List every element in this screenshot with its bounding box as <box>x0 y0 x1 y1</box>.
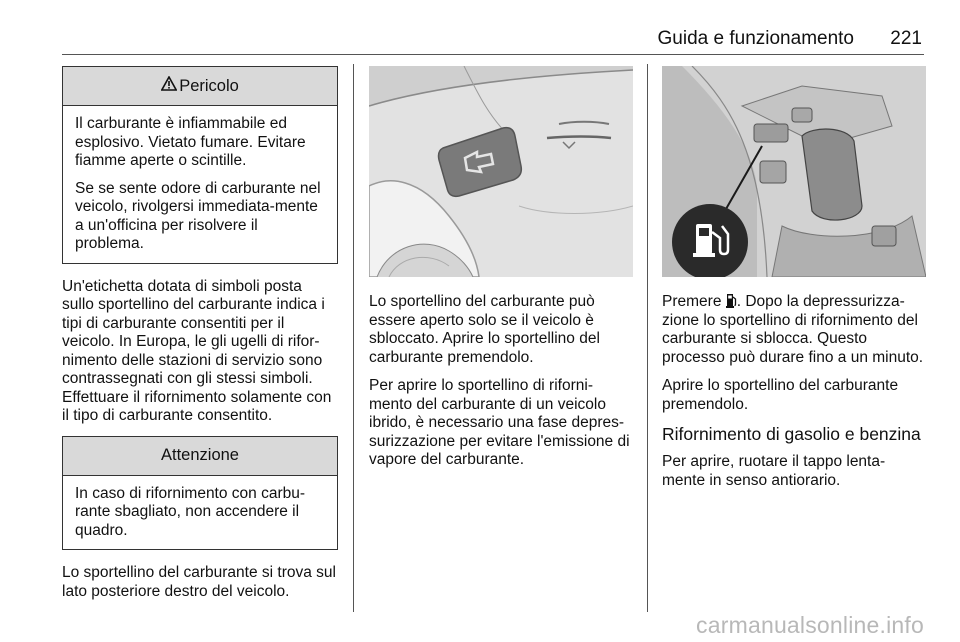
fuel-pump-icon <box>726 293 737 308</box>
body-paragraph: Un'etichetta dotata di simboli posta sullo sportellino del carburante indica i tipi di carburante consentiti per il veicolo. In Europa, le gli ugelli di rifor-nimento delle stazioni di servizio sono contrassegnati con gli stessi simboli. Effettuare il rifornimento solamente con il tipo di carburante consentito. <box>62 277 332 424</box>
caution-paragraph: In caso di rifornimento con carbu-rante sbagliato, non accendere il quadro. <box>75 484 306 539</box>
center-console-fuel-button-illustration <box>662 66 926 277</box>
section-title: Guida e funzionamento <box>657 28 854 49</box>
caution-box <box>62 436 338 551</box>
danger-paragraph: Il carburante è infiammabile ed esplosivo. Vietato fumare. Evitare fiamme aperte o scintille. <box>75 115 306 169</box>
para-text: Premere <box>662 293 726 310</box>
danger-box-title: Pericolo <box>179 76 239 95</box>
body-paragraph: Lo sportellino del carburante può essere aperto solo se il veicolo è sbloccato. Aprire lo sportellino del carburante premendolo. <box>369 293 600 366</box>
column-divider <box>353 64 354 612</box>
danger-box <box>62 66 338 264</box>
watermark: carmanualsonline.info <box>696 612 924 638</box>
warning-triangle-icon <box>161 76 177 96</box>
subheading: Rifornimento di gasolio e benzina <box>662 424 921 444</box>
body-paragraph: Per aprire, ruotare il tappo lenta-mente in senso antiorario. <box>662 453 886 489</box>
page-number: 221 <box>890 28 922 49</box>
column-3 <box>662 66 926 500</box>
page-header <box>62 24 924 55</box>
column-1 <box>62 66 338 611</box>
body-paragraph: Lo sportellino del carburante si trova sul lato posteriore destro del veicolo. <box>62 564 336 600</box>
body-paragraph: Per aprire lo sportellino di riforni-mento del carburante di un veicolo ibrido, è necessario una fase depres-surizzazione per evitare l'emissione di vapore del carburante. <box>369 377 630 468</box>
column-divider <box>647 64 648 612</box>
danger-paragraph: Se se sente odore di carburante nel veicolo, rivolgersi immediata-mente a un'officina per risolvere il problema. <box>75 179 321 252</box>
caution-box-title: Attenzione <box>161 446 239 464</box>
fuel-door-illustration <box>369 66 633 277</box>
para-text: . Dopo la depressurizza-zione lo sportellino di rifornimento del carburante si sblocca. Questo processo può durare fino a un minuto. <box>662 293 924 366</box>
column-2 <box>369 66 633 480</box>
body-paragraph: Aprire lo sportellino del carburante premendolo. <box>662 377 899 413</box>
danger-box-header <box>63 67 337 106</box>
body-paragraph <box>662 293 926 367</box>
caution-box-header <box>63 437 337 476</box>
